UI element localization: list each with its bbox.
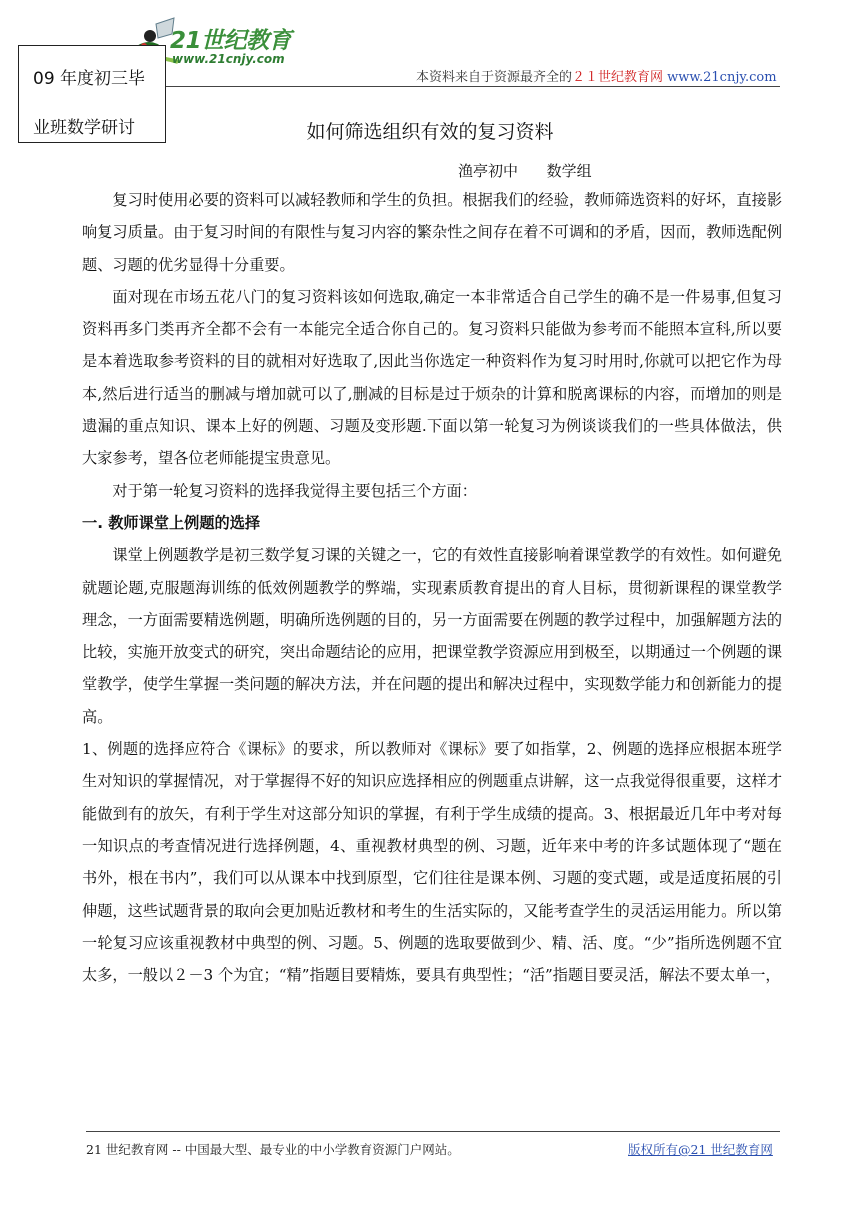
- header-source-note: [416, 66, 777, 85]
- paragraph-three-aspects: 对于第一轮复习资料的选择我觉得主要包括三个方面：: [112, 481, 477, 500]
- source-site-name[interactable]: ２１世纪教育网: [572, 70, 664, 85]
- document-title: 如何筛选组织有效的复习资料: [306, 121, 554, 143]
- event-label-line-1: 09 年度初三毕: [33, 69, 146, 89]
- paragraph-section: 课堂上例题教学是初三数学复习课的关键之一，它的有效性直接影响着课堂教学的有效性。如何避免就题论题,克服题海训练的低效例题教学的弊端，实现素质教育提出的育人目标，贯彻新课程的课堂教学理念，一方面需要精选例题，明确所选例题的目的，另一方面需要在例题的教学过程中，加强解题方法的比较，实施开放变式的研究，突出命题结论的应用，把课堂教学资源应用到极至，以期通过一个例题的课堂教学，使学生掌握一类问题的解决方法，并在问题的提出和解决过程中，实现数学能力和创新能力的提高。: [82, 546, 782, 726]
- header-divider: [86, 86, 780, 87]
- source-site-url[interactable]: www.21cnjy.com: [667, 70, 777, 85]
- footer-divider: [86, 1131, 780, 1132]
- paragraph-intro: 复习时使用必要的资料可以减轻教师和学生的负担。根据我们的经验，教师筛选资料的好坏，直接影响复习质量。由于复习时间的有限性与复习内容的繁杂性之间存在着不可调和的矛盾，因而，教师选配例题、习题的优劣显得十分重要。: [82, 191, 782, 274]
- logo-url-text: www.21cnjy.com: [172, 52, 285, 66]
- footer-copyright-link[interactable]: 版权所有@21 世纪教育网: [628, 1142, 773, 1157]
- logo-brand-text: 21世纪教育: [170, 28, 292, 54]
- event-label-line-2: 业班数学研讨: [33, 118, 135, 138]
- document-author: 渔亭初中 数学组: [458, 162, 592, 180]
- source-prefix: 本资料来自于资源最齐全的: [416, 70, 573, 85]
- paragraph-list: 1、例题的选择应符合《课标》的要求，所以教师对《课标》要了如指掌，2、例题的选择应根据本班学生对知识的掌握情况，对于掌握得不好的知识应选择相应的例题重点讲解，这一点我觉得很重要，这样才能做到有的放矢，有利于学生对这部分知识的掌握，有利于学生成绩的提高。3、根据最近几年中考对每一知识点的考查情况进行选择例题，4、重视教材典型的例、习题，近年来中考的许多试题体现了“题在书外，根在书内”，我们可以从课本中找到原型，它们往往是课本例、习题的变式题，或是适度拓展的引伸题，这些试题背景的取向会更加贴近教材和考生的生活实际的，又能考查学生的灵活运用能力。所以第一轮复习应该重视教材中典型的例、习题。5、例题的选取要做到少、精、活、度。“少”指所选例题不宜太多，一般以２－3 个为宜；“精”指题目要精炼，要具有典型性；“活”指题目要灵活，解法不要太单一，: [82, 740, 782, 985]
- paragraph-materials: 面对现在市场五花八门的复习资料该如何选取,确定一本非常适合自己学生的确不是一件易事,但复习资料再多门类再齐全都不会有一本能完全适合你自己的。复习资料只能做为参考而不能照本宣科,所以要是本着选取参考资料的目的就相对好选取了,因此当你选定一种资料作为复习时用时,你就可以把它作为母本,然后进行适当的删减与增加就可以了,删减的目标是过于烦杂的计算和脱离课标的内容，而增加的则是遗漏的重点知识、课本上好的例题、习题及变形题.下面以第一轮复习为例谈谈我们的一些具体做法，供大家参考，望各位老师能提宝贵意见。: [82, 287, 782, 468]
- document-body: [82, 184, 782, 991]
- section-heading: 一. 教师课堂上例题的选择: [82, 513, 261, 532]
- footer-site-description: 21 世纪教育网 -- 中国最大型、最专业的中小学教育资源门户网站。: [86, 1142, 460, 1157]
